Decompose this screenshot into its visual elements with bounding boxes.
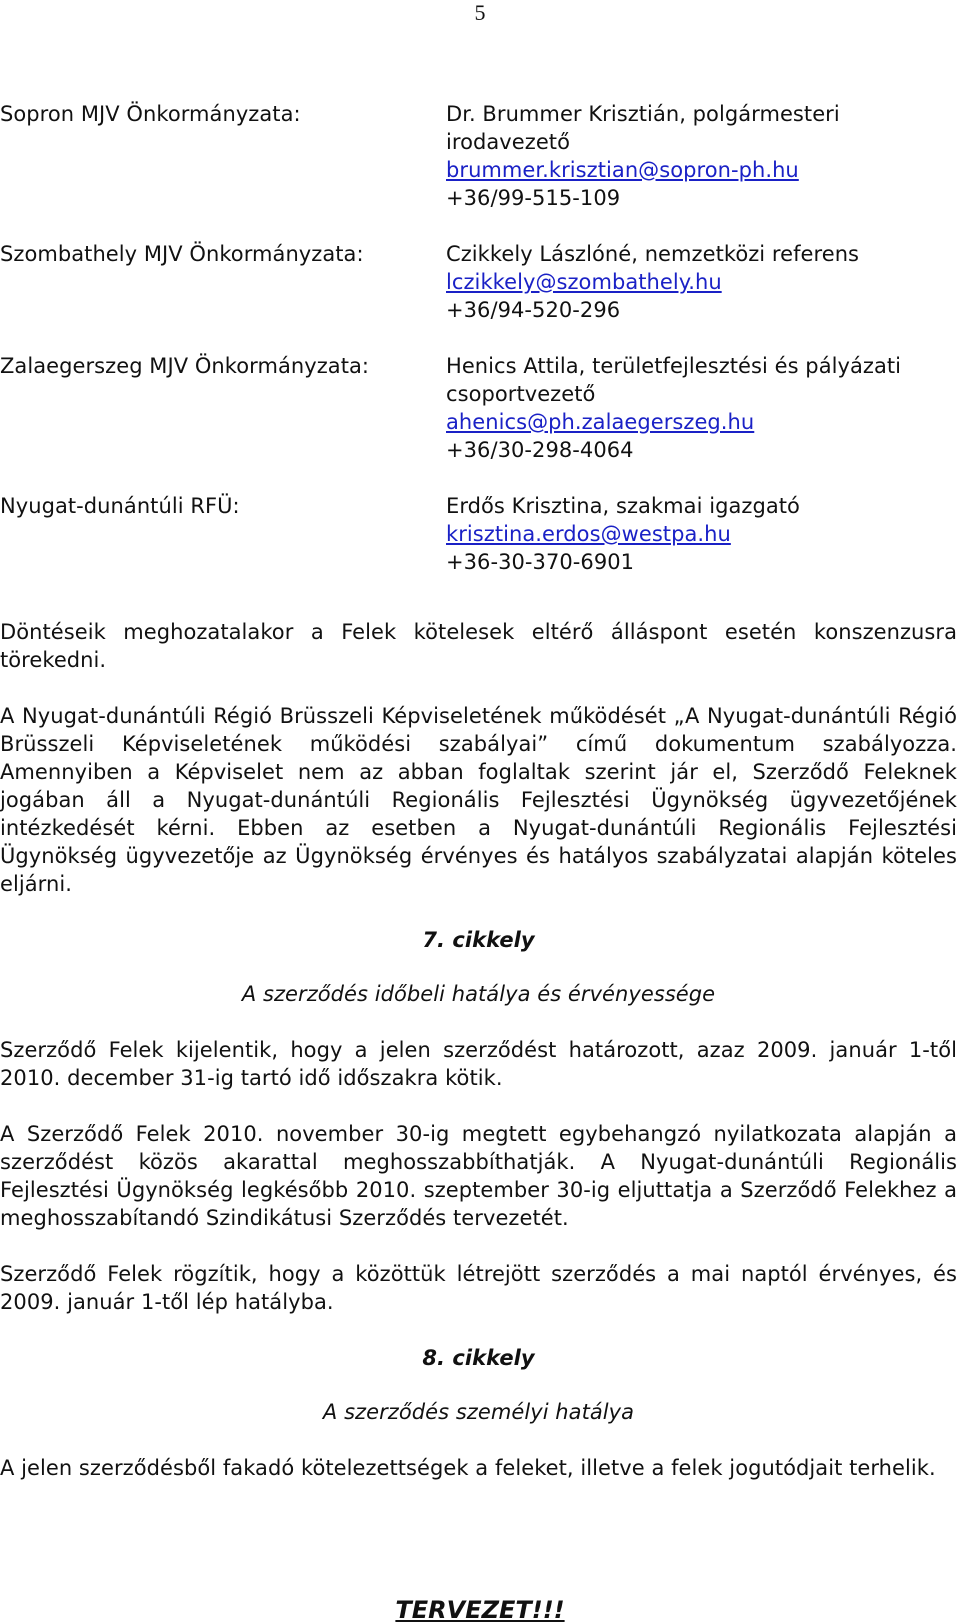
- article-7-paragraph-3: Szerződő Felek rögzítik, hogy a közöttük létrejött szerződés a mai naptól érvényes, és 2009. január 1-től lép hatályba.: [0, 1262, 957, 1314]
- contact-email-link[interactable]: lczikkely@szombathely.hu: [446, 270, 722, 294]
- contact-email-link[interactable]: ahenics@ph.zalaegerszeg.hu: [446, 410, 755, 434]
- page-number: 5: [474, 0, 486, 25]
- article-8-subheading: A szerződés személyi hatálya: [322, 1400, 635, 1424]
- contact-phone: +36-30-370-6901: [446, 550, 635, 574]
- contact-name: Erdős Krisztina, szakmai igazgató: [446, 494, 800, 518]
- contact-phone: +36/99-515-109: [446, 186, 621, 210]
- article-7-paragraph-1: Szerződő Felek kijelentik, hogy a jelen szerződést határozott, azaz 2009. január 1-től 2010. december 31-ig tartó idő időszakra kötik.: [0, 1038, 957, 1090]
- contact-email-link[interactable]: brummer.krisztian@sopron-ph.hu: [446, 158, 799, 182]
- contact-details: [446, 240, 957, 324]
- contact-details: [446, 100, 957, 212]
- contact-name: Czikkely Lászlóné, nemzetközi referens: [446, 242, 860, 266]
- contact-name: Henics Attila, területfejlesztési és pályázati: [446, 354, 902, 378]
- contact-title-continued: csoportvezető: [446, 382, 596, 406]
- contact-list: [0, 100, 957, 576]
- contact-details: [446, 492, 957, 576]
- document-body: [0, 100, 957, 1510]
- contact-name: Dr. Brummer Krisztián, polgármesteri: [446, 102, 840, 126]
- contact-phone: +36/94-520-296: [446, 298, 621, 322]
- contact-row-rfu: [0, 492, 957, 576]
- brussels-office-paragraph: A Nyugat-dunántúli Régió Brüsszeli Képviseletének működését „A Nyugat-dunántúli Régió Brüsszeli Képviseletének működési szabályai” című dokumentum szabályozza. Amennyiben a Képviselet nem az abban foglaltak szerint jár el, Szerződő Feleknek jogában áll a Nyugat-dunántúli Regionális Fejlesztési Ügynökség ügyvezetőjének intézkedését kérni. Ebben az esetben a Nyugat-dunántúli Regionális Fejlesztési Ügynökség ügyvezetője az Ügynökség érvényes és hatályos szabályzatai alapján köteles eljárni.: [0, 704, 957, 896]
- article-8-paragraph-1: A jelen szerződésből fakadó kötelezettségek a feleket, illetve a felek jogutódjait terhelik.: [0, 1456, 936, 1480]
- draft-watermark-text: TERVEZET!!!: [395, 1596, 565, 1624]
- decisions-paragraph: Döntéseik meghozatalakor a Felek kötelesek eltérő álláspont esetén konszenzusra törekedni.: [0, 620, 957, 672]
- article-7-subheading: A szerződés időbeli hatálya és érvényessége: [241, 982, 716, 1006]
- contact-email-link[interactable]: krisztina.erdos@westpa.hu: [446, 522, 731, 546]
- article-8-heading: 8. cikkely: [422, 1346, 535, 1370]
- contact-organization: Szombathely MJV Önkormányzata:: [0, 242, 364, 266]
- article-7-paragraph-2: A Szerződő Felek 2010. november 30-ig megtett egybehangzó nyilatkozata alapján a szerződést közös akarattal meghosszabbíthatják. A Nyugat-dunántúli Regionális Fejlesztési Ügynökség legkésőbb 2010. szeptember 30-ig eljuttatja a Szerződő Felekhez a meghosszabítandó Szindikátusi Szerződés tervezetét.: [0, 1122, 957, 1230]
- contact-organization: Nyugat-dunántúli RFÜ:: [0, 494, 240, 518]
- contact-organization: Zalaegerszeg MJV Önkormányzata:: [0, 354, 370, 378]
- contact-row-sopron: [0, 100, 957, 212]
- contact-organization: Sopron MJV Önkormányzata:: [0, 102, 301, 126]
- contact-row-szombathely: [0, 240, 957, 324]
- contact-row-zalaegerszeg: [0, 352, 957, 464]
- article-7-heading: 7. cikkely: [422, 928, 535, 952]
- contact-title-continued: irodavezető: [446, 130, 570, 154]
- contact-details: [446, 352, 957, 464]
- contact-phone: +36/30-298-4064: [446, 438, 634, 462]
